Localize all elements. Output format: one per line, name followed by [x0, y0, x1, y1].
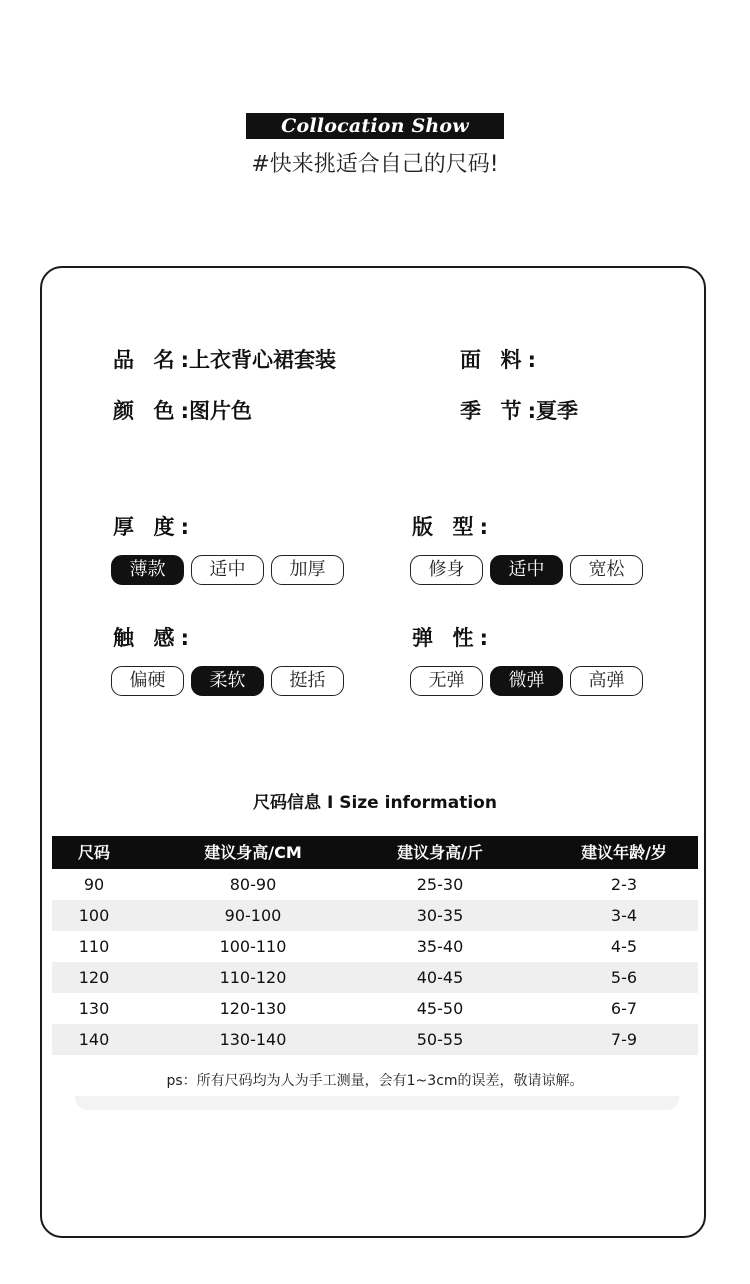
- cell-weight: 25-30: [416, 875, 464, 894]
- color-label: 颜 色:: [113, 399, 189, 423]
- cell-height: 110-120: [219, 968, 287, 987]
- table-row: [52, 900, 698, 931]
- table-row: [52, 993, 698, 1024]
- fit-options: [410, 555, 643, 585]
- note-divider: [75, 1096, 679, 1110]
- cell-age: 4-5: [610, 937, 638, 956]
- product-name-label: 品 名:: [113, 348, 189, 372]
- material-row: [460, 346, 536, 374]
- cell-size: 100: [78, 906, 110, 925]
- fit-option[interactable]: 适中: [490, 555, 563, 585]
- thickness-option[interactable]: 薄款: [111, 555, 184, 585]
- cell-age: 2-3: [610, 875, 638, 894]
- collocation-show-banner: Collocation Show: [246, 113, 504, 139]
- season-label: 季 节:: [460, 399, 536, 423]
- cell-weight: 30-35: [416, 906, 464, 925]
- thickness-section-title: [113, 513, 189, 541]
- cell-height: 100-110: [219, 937, 287, 956]
- cell-size: 130: [78, 999, 110, 1018]
- header-age: 建议年龄/岁: [581, 843, 667, 862]
- elasticity-option[interactable]: 微弹: [490, 666, 563, 696]
- touch-option[interactable]: 偏硬: [111, 666, 184, 696]
- touch-section-title: [113, 624, 189, 652]
- header-height-cm: 建议身高/CM: [204, 843, 302, 862]
- cell-age: 5-6: [610, 968, 638, 987]
- touch-option[interactable]: 挺括: [271, 666, 344, 696]
- cell-age: 3-4: [610, 906, 638, 925]
- elasticity-option[interactable]: 高弹: [570, 666, 643, 696]
- touch-options: [111, 666, 344, 696]
- elasticity-section-title: [412, 624, 488, 652]
- season-row: [460, 397, 578, 425]
- page-subtitle: #快来挑适合自己的尺码!: [251, 152, 499, 177]
- elasticity-options: [410, 666, 643, 696]
- product-name-value: 上衣背心裙套装: [189, 348, 336, 372]
- cell-height: 120-130: [219, 999, 287, 1018]
- fit-section-title: [412, 513, 488, 541]
- cell-size: 110: [78, 937, 110, 956]
- cell-weight: 50-55: [416, 1030, 464, 1049]
- table-row: [52, 931, 698, 962]
- touch-label: 触 感:: [113, 626, 189, 650]
- table-row: [52, 1024, 698, 1055]
- thickness-option[interactable]: 适中: [191, 555, 264, 585]
- cell-size: 120: [78, 968, 110, 987]
- size-info-title: 尺码信息 I Size information: [253, 793, 497, 813]
- cell-weight: 35-40: [416, 937, 464, 956]
- header-size: 尺码: [77, 843, 110, 862]
- cell-height: 90-100: [224, 906, 282, 925]
- elasticity-option[interactable]: 无弹: [410, 666, 483, 696]
- elasticity-label: 弹 性:: [412, 626, 488, 650]
- touch-option[interactable]: 柔软: [191, 666, 264, 696]
- material-label: 面 料:: [460, 348, 536, 372]
- fit-option[interactable]: 宽松: [570, 555, 643, 585]
- season-value: 夏季: [536, 399, 578, 423]
- table-row: [52, 962, 698, 993]
- fit-label: 版 型:: [412, 515, 488, 539]
- cell-age: 6-7: [610, 999, 638, 1018]
- color-row: [113, 397, 252, 425]
- table-row: [52, 869, 698, 900]
- cell-height: 80-90: [229, 875, 277, 894]
- cell-age: 7-9: [610, 1030, 638, 1049]
- cell-size: 140: [78, 1030, 110, 1049]
- size-table-header: [52, 836, 698, 869]
- cell-height: 130-140: [219, 1030, 287, 1049]
- thickness-label: 厚 度:: [113, 515, 189, 539]
- cell-weight: 40-45: [416, 968, 464, 987]
- thickness-options: [111, 555, 344, 585]
- thickness-option[interactable]: 加厚: [271, 555, 344, 585]
- header-weight-jin: 建议身高/斤: [397, 843, 483, 862]
- measurement-note: ps：所有尺码均为人为手工测量，会有1~3cm的误差，敬请谅解。: [166, 1073, 584, 1089]
- fit-option[interactable]: 修身: [410, 555, 483, 585]
- color-value: 图片色: [189, 399, 252, 423]
- cell-size: 90: [83, 875, 105, 894]
- cell-weight: 45-50: [416, 999, 464, 1018]
- product-name-row: [113, 346, 336, 374]
